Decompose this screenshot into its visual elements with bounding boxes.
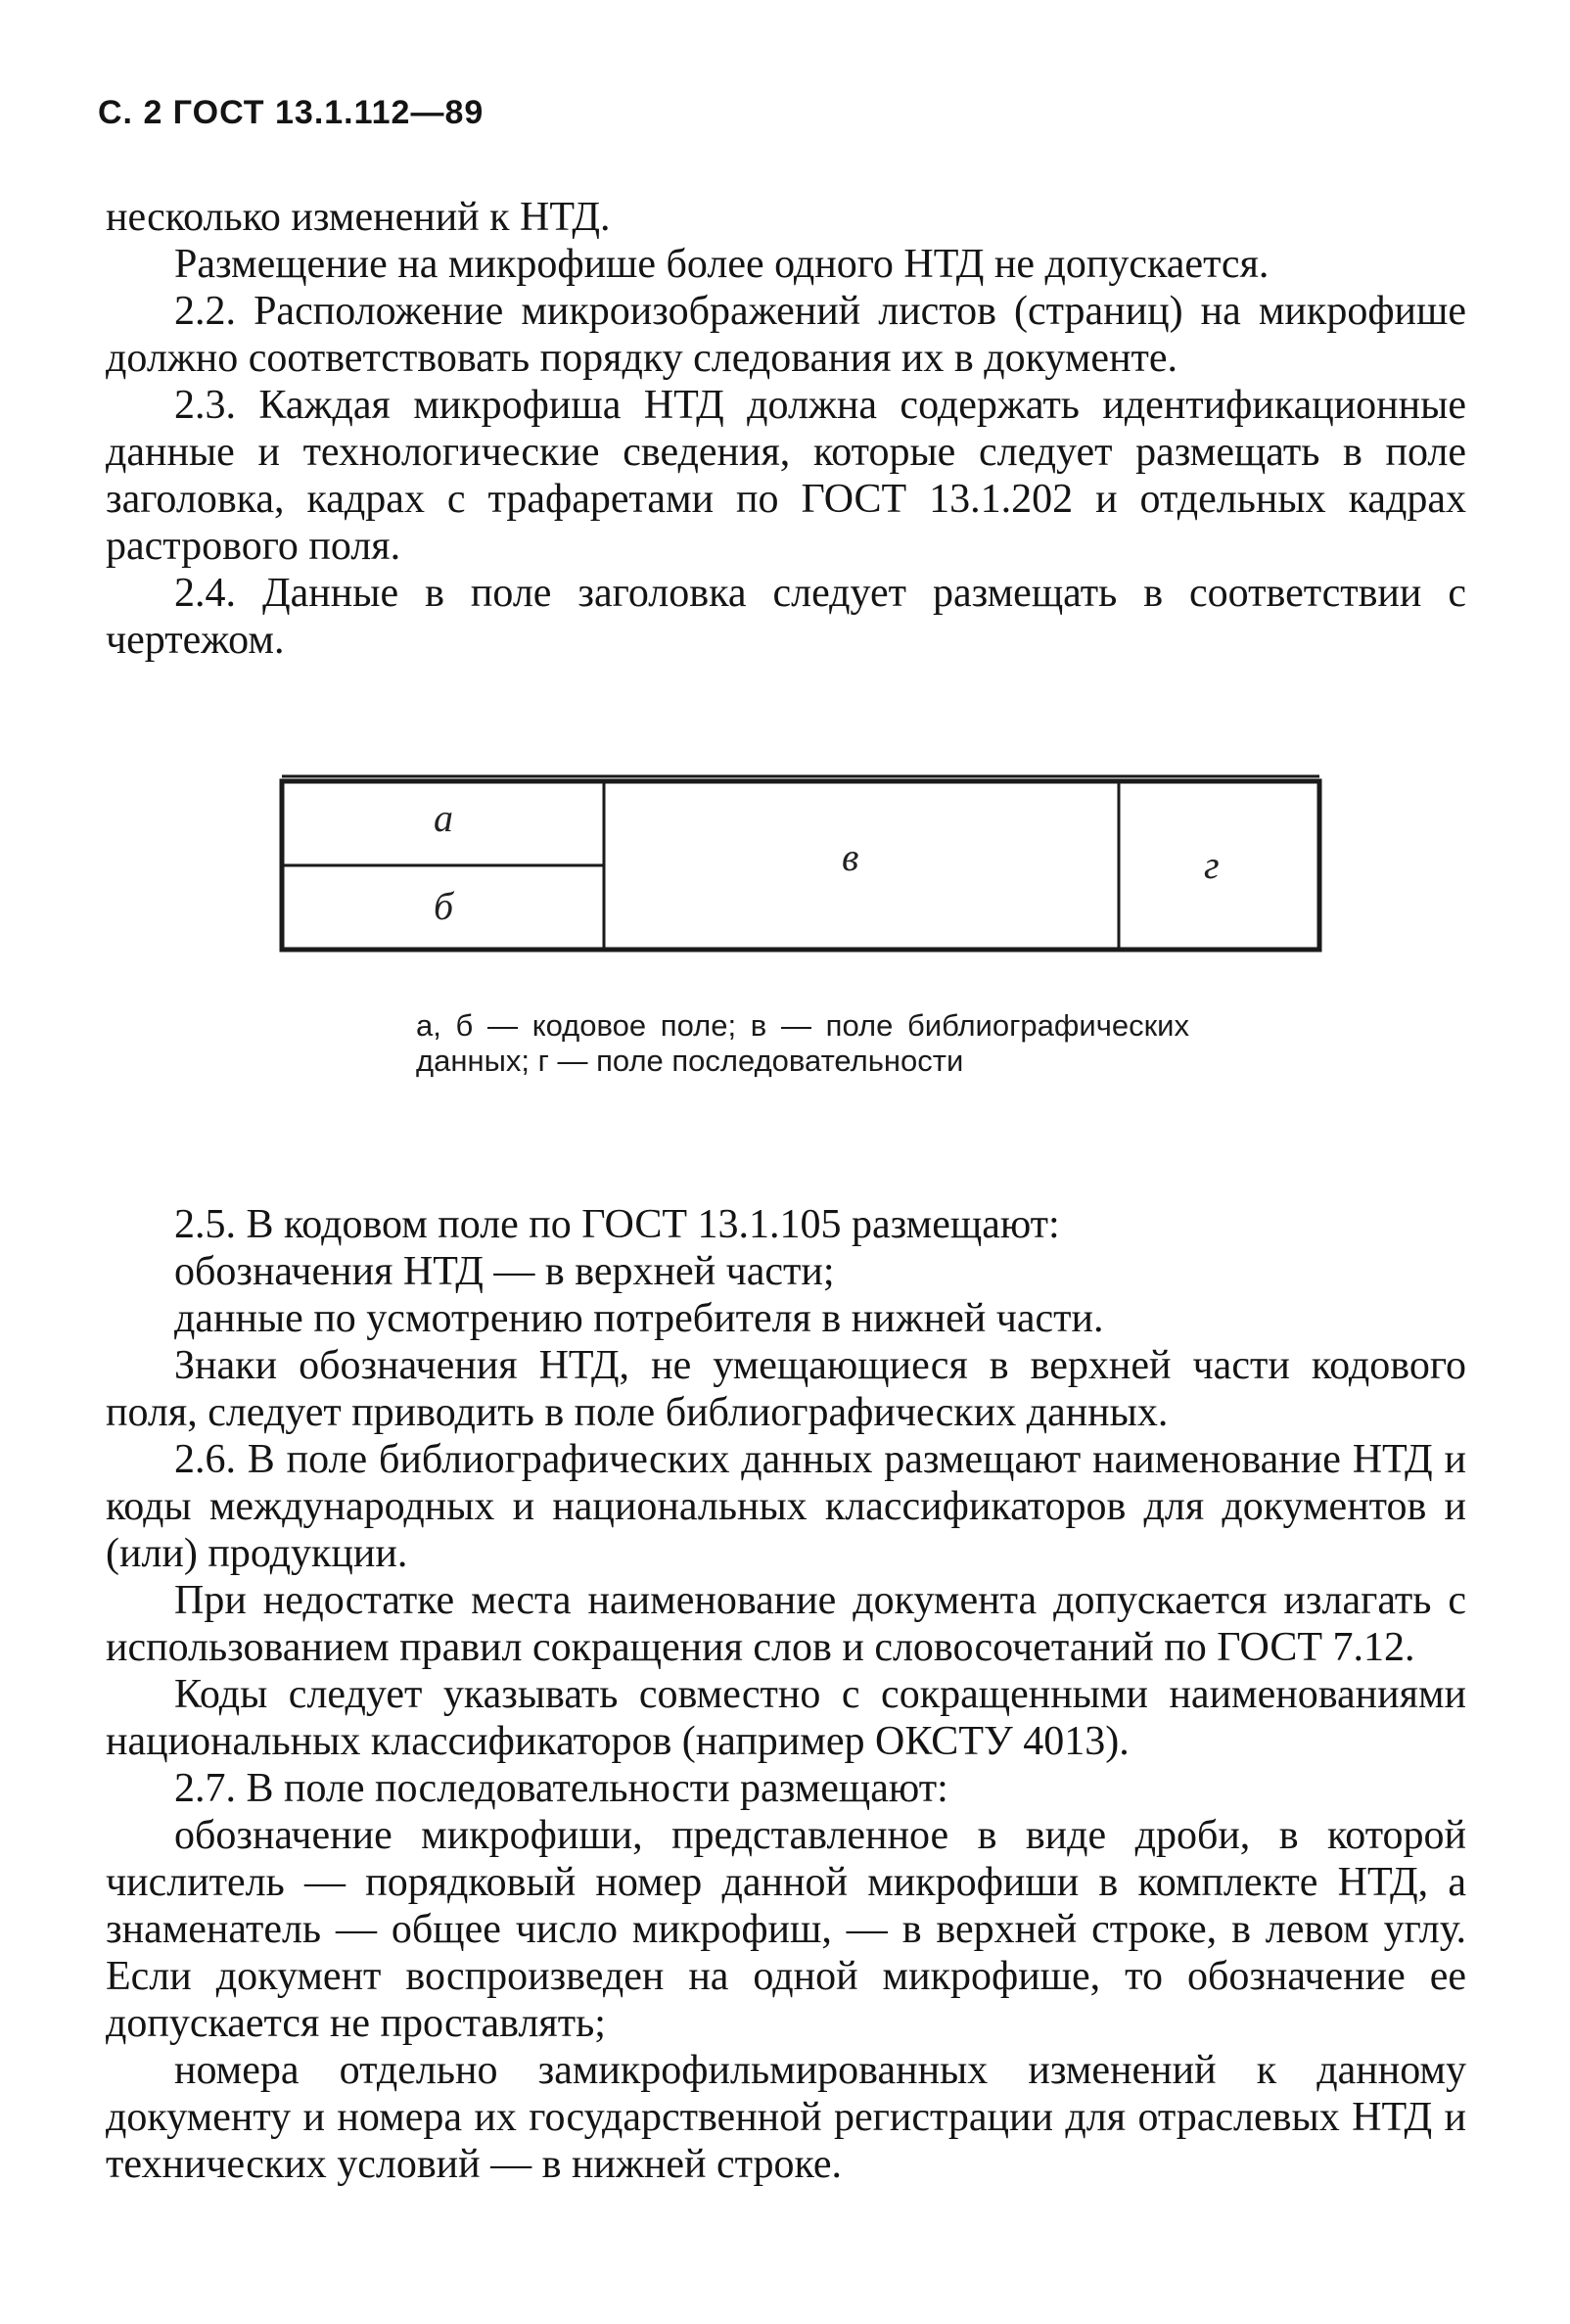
paragraph: 2.6. В поле библиографических данных размещают наименование НТД и коды международных и национальных классификаторов для документов и (или) продукции. xyxy=(106,1437,1466,1576)
paragraph: 2.7. В поле последовательности размещают: xyxy=(174,1766,948,1811)
title-field-drawing xyxy=(279,773,1323,959)
paragraph: несколько изменений к НТД. xyxy=(106,195,611,240)
paragraph: данные по усмотрению потребителя в нижней части. xyxy=(174,1296,1104,1341)
cell-label-g: г xyxy=(1204,843,1220,887)
paragraph: номера отдельно замикрофильмированных изменений к данному документу и номера их государственной регистрации для отраслевых НТД и технических условий — в нижней строке. xyxy=(106,2048,1466,2187)
cell-label-v: в xyxy=(842,835,859,879)
top-text-block xyxy=(106,194,1466,664)
bottom-text-block xyxy=(106,1201,1466,2188)
page-header: С. 2 ГОСТ 13.1.112—89 xyxy=(98,94,485,131)
drawing-caption: а, б — кодовое поле; в — поле библиографических данных; г — поле последовательности xyxy=(416,1008,1189,1078)
paragraph: обозначения НТД — в верхней части; xyxy=(174,1249,835,1294)
paragraph: 2.3. Каждая микрофиша НТД должна содержать идентификационные данные и технологические сведения, которые следует размещать в поле заголовка, кадрах с трафаретами по ГОСТ 13.1.202 и отдельных кадрах растрового поля. xyxy=(106,383,1466,569)
paragraph: 2.4. Данные в поле заголовка следует размещать в соответствии с чертежом. xyxy=(106,571,1466,663)
paragraph: При недостатке места наименование документа допускается излагать с использованием правил сокращения слов и словосочетаний по ГОСТ 7.12. xyxy=(106,1578,1466,1670)
paragraph: Коды следует указывать совместно с сокращенными наименованиями национальных классификаторов (например ОКСТУ 4013). xyxy=(106,1672,1466,1764)
paragraph: Размещение на микрофише более одного НТД не допускается. xyxy=(174,242,1270,287)
paragraph: 2.5. В кодовом поле по ГОСТ 13.1.105 размещают: xyxy=(174,1202,1060,1247)
paragraph: 2.2. Расположение микроизображений листов (страниц) на микрофише должно соответствовать порядку следования их в документе. xyxy=(106,289,1466,381)
paragraph: обозначение микрофиши, представленное в виде дроби, в которой числитель — порядковый номер данной микрофиши в комплекте НТД, а знаменатель — общее число микрофиш, — в верхней строке, в левом углу. Если документ воспроизведен на одной микрофише, то обозначение ее допускается не проставлять; xyxy=(106,1813,1466,2046)
paragraph: Знаки обозначения НТД, не умещающиеся в верхней части кодового поля, следует приводить в поле библиографических данных. xyxy=(106,1343,1466,1435)
cell-label-b: б xyxy=(434,884,454,928)
cell-label-a: а xyxy=(434,796,453,840)
